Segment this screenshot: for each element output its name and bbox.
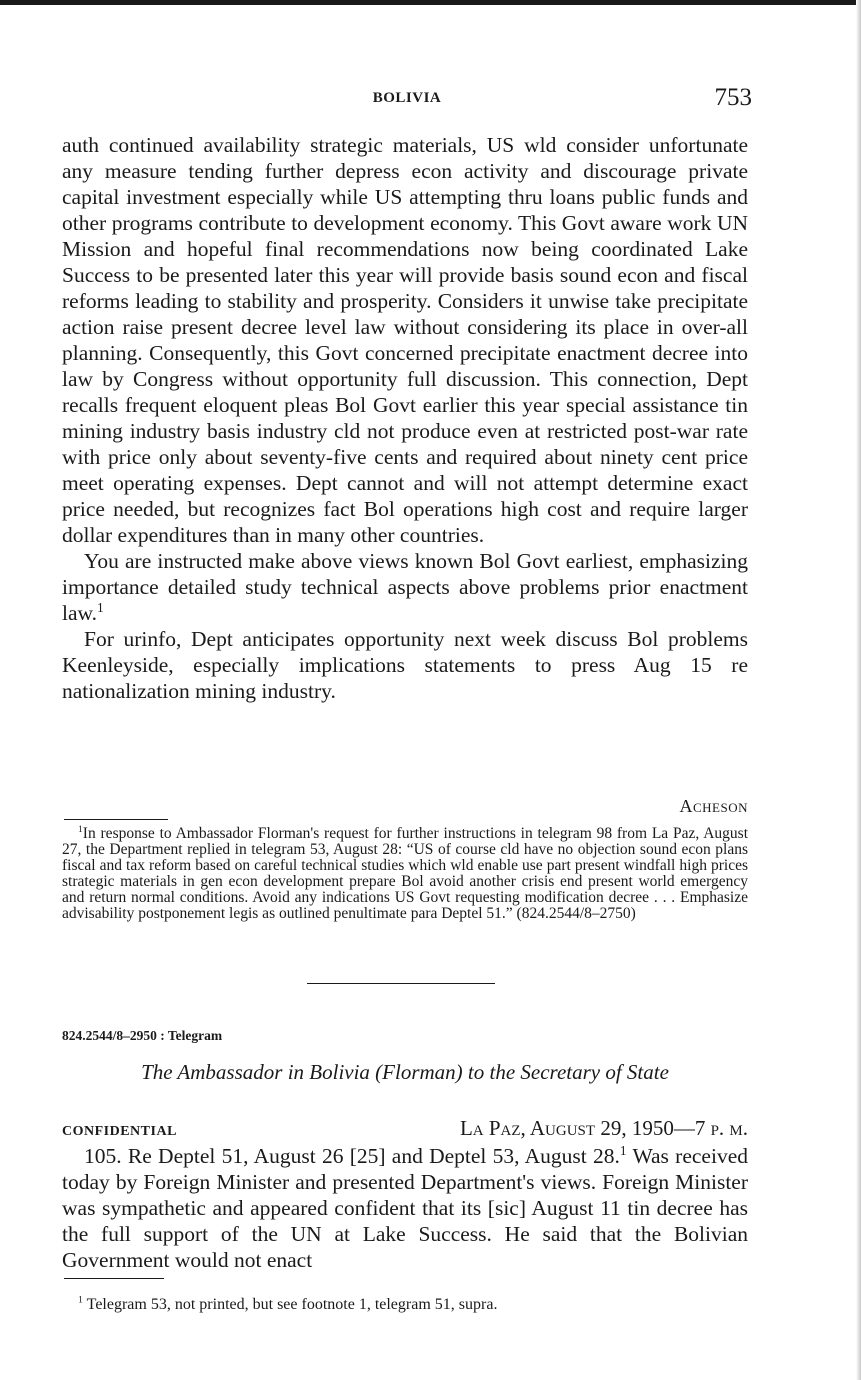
- running-head: BOLIVIA: [372, 90, 442, 106]
- page-header: [62, 84, 752, 124]
- classification-label: CONFIDENTIAL: [62, 1124, 177, 1139]
- telegram-105-opening: 105. Re Deptel 51, August 26 [25] and Deptel 53, August 28.: [84, 1144, 620, 1168]
- paragraph-2: [62, 548, 748, 626]
- dateline: La Paz, August 29, 1950—7 p. m.: [459, 1116, 748, 1140]
- footnote-marker: 1: [78, 823, 83, 835]
- page-top-edge: [0, 0, 861, 5]
- paragraph-3: For urinfo, Dept anticipates opportunity next week discuss Bol problems Keenleyside, especially implications statements to press Aug 15 re nationalization mining industry.: [62, 627, 748, 703]
- footnote-divider: [64, 819, 168, 820]
- telegram-105-body: [62, 1143, 748, 1273]
- paragraph-1: auth continued availability strategic materials, US wld consider unfortunate any measure tending further depress econ activity and discourage private capital investment especially while US attempting thru loans public funds and other programs contribute to development economy. This Govt aware work UN Mission and hopeful final recommendations now being coordinated Lake Success to be presented later this year will provide basis sound econ and fiscal reforms leading to stability and prosperity. Considers it unwise take precipitate action raise present decree level law without considering its place in over-all planning. Consequently, this Govt concerned precipitate enactment decree into law by Congress without opportunity full discussion. This connection, Dept recalls frequent eloquent pleas Bol Govt earlier this year special assistance tin mining industry basis industry cld not produce even at restricted post-war rate with price only about seventy-five cents and required about ninety cent price meet operating expenses. Dept cannot and will not attempt determine exact price needed, but recognizes fact Bol operations high cost and require larger dollar expenditures than in many other countries.: [62, 133, 748, 547]
- footnote-reference-2: 1: [619, 1142, 627, 1158]
- page-right-edge: [856, 0, 861, 1380]
- paragraph-2-text: You are instructed make above views known Bol Govt earliest, emphasizing importance detailed study technical aspects above problems prior enactment law.: [62, 549, 748, 625]
- telegram-body: [62, 132, 748, 704]
- section-divider: [307, 983, 495, 984]
- file-reference: 824.2544/8–2950 : Telegram: [62, 1028, 223, 1043]
- footnote-2: [62, 1296, 748, 1314]
- footnote-reference: 1: [97, 599, 104, 615]
- document-title: The Ambassador in Bolivia (Florman) to the Secretary of State: [141, 1060, 669, 1084]
- footnote-divider-2: [64, 1278, 164, 1279]
- signature: Acheson: [679, 796, 748, 816]
- page-number: 753: [714, 84, 752, 111]
- footnote-marker-2: 1: [78, 1294, 83, 1306]
- footnote-1-text: In response to Ambassador Florman's request for further instructions in telegram 98 from La Paz, August 27, the Department replied in telegram 53, August 28: “US of course cld have no objection sound econ plans fiscal and tax reform based on careful technical studies which wld enable use part present windfall high prices strategic materials in gen econ development prepare Bol avoid another crisis end present world emergency and return normal conditions. Avoid any indications US Govt requesting modification decree . . . Emphasize advisability postponement legis as outlined penultimate para Deptel 51.” (824.2544/8–2750): [62, 825, 748, 922]
- footnote-1: [62, 823, 748, 922]
- telegram-105-text: Was received today by Foreign Minister and presented Department's views. Foreign Minister was sympathetic and appeared confident that its [sic] August 11 tin decree has the full support of the UN at Lake Success. He said that the Bolivian Government would not enact: [62, 1144, 748, 1272]
- footnote-2-text: Telegram 53, not printed, but see footnote 1, telegram 51, supra.: [86, 1296, 498, 1313]
